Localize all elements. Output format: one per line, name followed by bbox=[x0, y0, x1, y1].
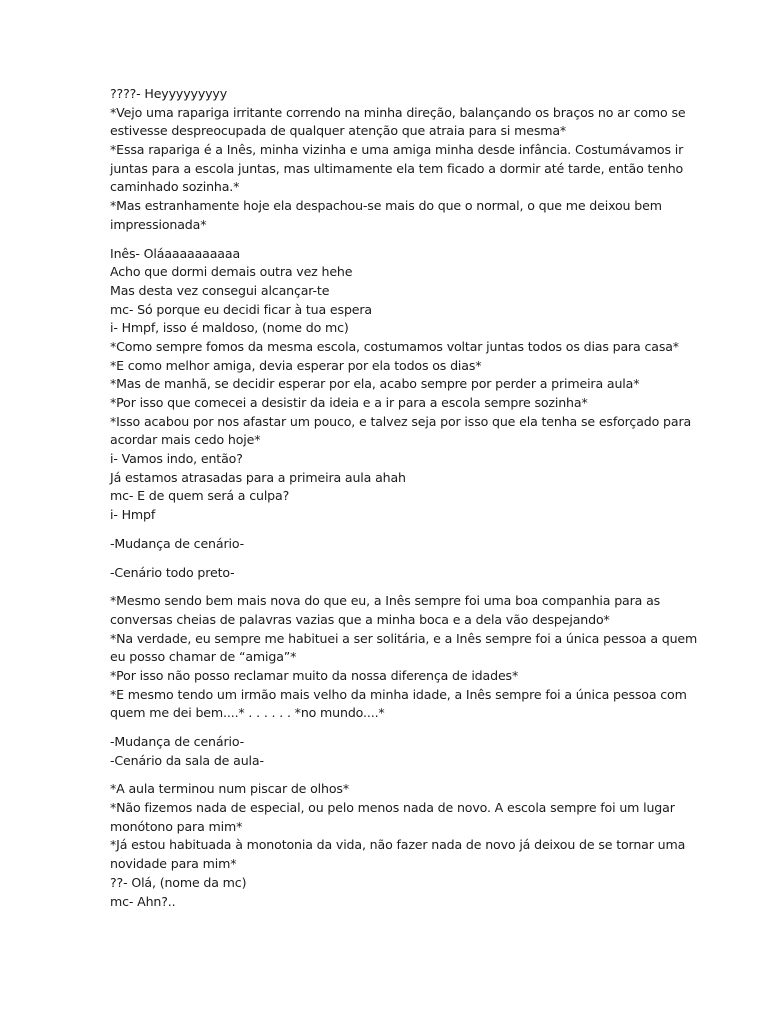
text-line: -Cenário da sala de aula- bbox=[110, 752, 264, 768]
text-line: *E mesmo tendo um irmão mais velho da minha idade, a Inês sempre foi a única pessoa com bbox=[110, 686, 687, 702]
text-line: eu posso chamar de “amiga”* bbox=[110, 649, 297, 665]
text-line: mc- E de quem será a culpa? bbox=[110, 488, 290, 504]
paragraph-gap bbox=[110, 582, 670, 592]
text-line: Mas desta vez consegui alcançar-te bbox=[110, 282, 330, 298]
text-line: *Isso acabou por nos afastar um pouco, e talvez seja por isso que ela tenha se esforçado para bbox=[110, 413, 692, 429]
text-line: acordar mais cedo hoje* bbox=[110, 432, 261, 448]
text-line: i- Hmpf, isso é maldoso, (nome do mc) bbox=[110, 320, 349, 336]
paragraph-gap bbox=[110, 554, 670, 564]
text-line: Inês- Oláaaaaaaaaaa bbox=[110, 245, 241, 261]
text-line: juntas para a escola juntas, mas ultimamente ela tem ficado a dormir até tarde, então tenho bbox=[110, 160, 684, 176]
paragraph-gap bbox=[110, 235, 670, 245]
text-line: *A aula terminou num piscar de olhos* bbox=[110, 781, 349, 797]
text-line: *Por isso não posso reclamar muito da nossa diferença de idades* bbox=[110, 667, 519, 683]
text-line: estivesse despreocupada de qualquer atenção que atraia para si mesma* bbox=[110, 123, 567, 139]
text-line: caminhado sozinha.* bbox=[110, 179, 240, 195]
text-line: *Como sempre fomos da mesma escola, costumamos voltar juntas todos os dias para casa* bbox=[110, 338, 679, 354]
text-line: i- Vamos indo, então? bbox=[110, 451, 243, 467]
text-line: novidade para mim* bbox=[110, 856, 237, 872]
text-line: *Por isso que comecei a desistir da ideia e a ir para a escola sempre sozinha* bbox=[110, 395, 588, 410]
text-line: *Vejo uma rapariga irritante correndo na minha direção, balançando os braços no ar como se bbox=[110, 104, 686, 120]
text-line: *Mas estranhamente hoje ela despachou-se mais do que o normal, o que me deixou bem bbox=[110, 198, 662, 214]
text-line: impressionada* bbox=[110, 216, 207, 232]
text-line: ??- Olá, (nome da mc) bbox=[110, 874, 247, 890]
text-line: *E como melhor amiga, devia esperar por ela todos os dias* bbox=[110, 357, 482, 373]
text-line: *Mas de manhã, se decidir esperar por ela, acabo sempre por perder a primeira aula* bbox=[110, 376, 640, 392]
text-line: Já estamos atrasadas para a primeira aula ahah bbox=[110, 469, 406, 485]
text-line: conversas cheias de palavras vazias que a minha boca e a dela vão despejando* bbox=[110, 611, 610, 627]
document-page bbox=[110, 85, 698, 911]
text-line: *Na verdade, eu sempre me habituei a ser solitária, e a Inês sempre foi a única pessoa a quem bbox=[110, 630, 698, 646]
text-line: -Cenário todo preto- bbox=[110, 564, 235, 580]
text-line: *Essa rapariga é a Inês, minha vizinha e uma amiga minha desde infância. Costumávamos ir bbox=[110, 142, 684, 158]
paragraph-gap bbox=[110, 525, 670, 535]
text-line: *Mesmo sendo bem mais nova do que eu, a Inês sempre foi uma boa companhia para as bbox=[110, 593, 661, 609]
text-line: Acho que dormi demais outra vez hehe bbox=[110, 264, 353, 280]
text-line: -Mudança de cenário- bbox=[110, 734, 245, 749]
text-line: monótono para mim* bbox=[110, 818, 243, 834]
text-line: mc- Ahn?.. bbox=[110, 893, 176, 909]
text-line: ????- Heyyyyyyyyy bbox=[110, 86, 228, 101]
text-line: mc- Só porque eu decidi ficar à tua espera bbox=[110, 301, 372, 317]
text-line: quem me dei bem....* . . . . . . *no mundo....* bbox=[110, 705, 385, 721]
paragraph-gap bbox=[110, 770, 670, 780]
text-line: *Já estou habituada à monotonia da vida, não fazer nada de novo já deixou de se tornar uma bbox=[110, 837, 686, 853]
paragraph-gap bbox=[110, 723, 670, 733]
text-line: -Mudança de cenário- bbox=[110, 535, 245, 551]
text-line: *Não fizemos nada de especial, ou pelo menos nada de novo. A escola sempre foi um lugar bbox=[110, 800, 675, 816]
text-line: i- Hmpf bbox=[110, 507, 156, 523]
